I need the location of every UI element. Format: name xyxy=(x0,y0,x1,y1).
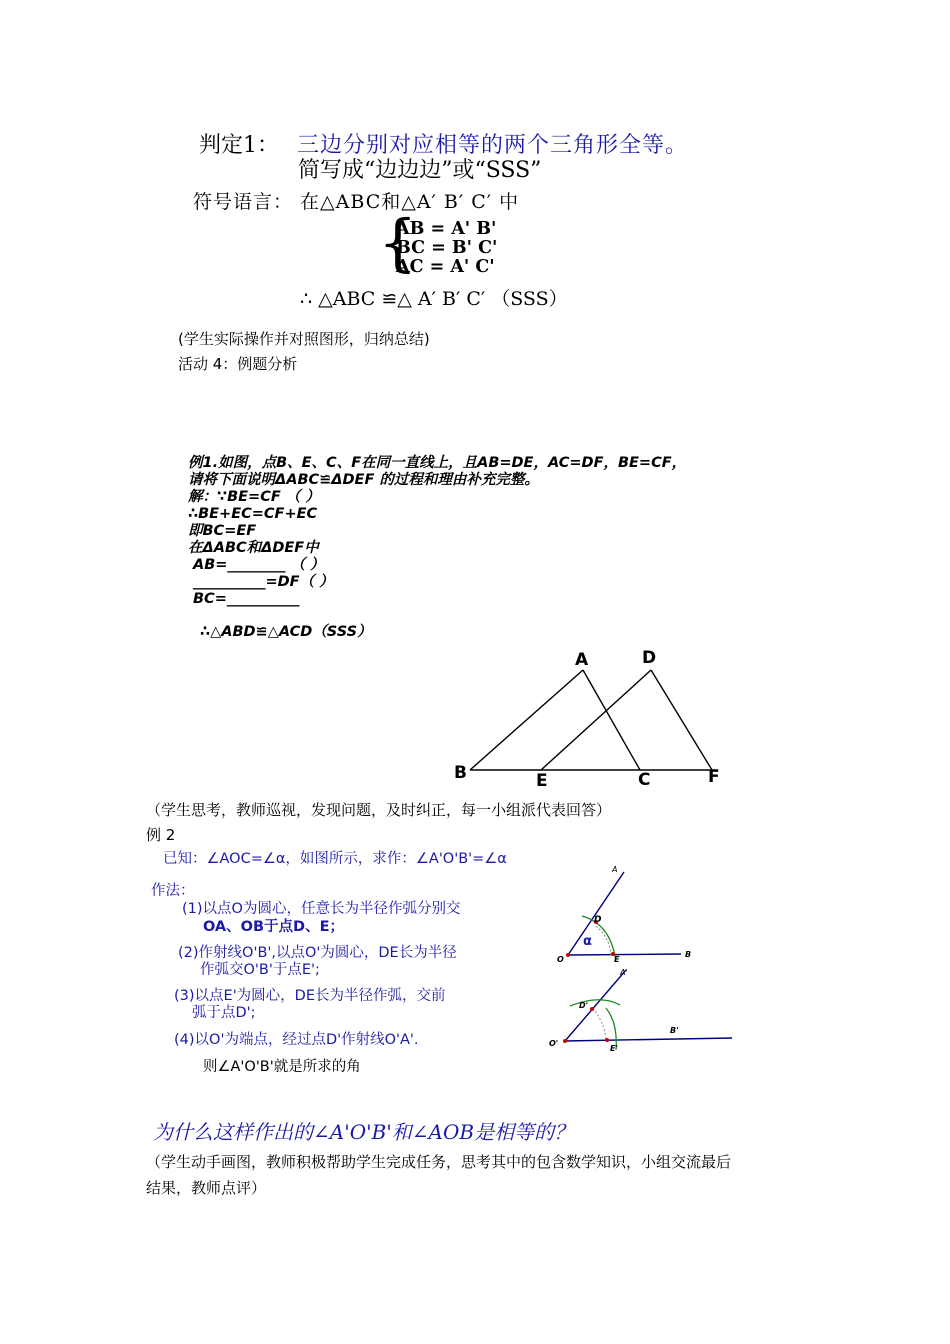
alpha-label: α xyxy=(583,934,592,949)
example2-given: 已知：∠AOC=∠α，如图所示，求作：∠A'O'B'=∠α xyxy=(163,851,507,867)
note-2: （学生思考，教师巡视，发现问题，及时纠正，每一小组派代表回答） xyxy=(146,801,612,819)
example1-line-5: 即BC=EF xyxy=(188,523,257,539)
point-d-prime xyxy=(590,1007,594,1011)
example2-title: 例 2 xyxy=(146,826,176,844)
label-b: B xyxy=(454,763,467,783)
label-b-prime: B' xyxy=(670,1026,679,1035)
point-o xyxy=(566,953,570,957)
label-a-prime: A' xyxy=(620,968,628,977)
label-c: C xyxy=(638,770,651,790)
segment-de xyxy=(541,670,651,770)
triangles-figure xyxy=(450,640,730,792)
point-o-prime xyxy=(563,1039,567,1043)
example1-line-7: AB=________ （ ） xyxy=(193,557,325,573)
symbolic-intro: 符号语言： 在△ABC和△A′ B′ C′ 中 xyxy=(193,191,520,213)
label-o-top: O xyxy=(557,955,564,964)
example2-result: 则∠A'O'B'就是所求的角 xyxy=(203,1059,361,1075)
step-3b: 弧于点D'; xyxy=(192,1005,256,1021)
symbolic-conclusion: ∴ △ABC ≌△ A′ B′ C′ （SSS） xyxy=(300,288,568,310)
note-3b: 结果，教师点评） xyxy=(146,1179,267,1197)
label-d: D xyxy=(642,648,657,668)
segment-df xyxy=(651,670,712,770)
system-brace: { xyxy=(378,206,418,279)
label-a-top: A xyxy=(612,865,618,874)
segment-ac xyxy=(583,670,640,770)
step-4: (4)以O'为端点，经过点D'作射线O'A'. xyxy=(174,1032,419,1048)
step-1a: (1)以点O为圆心，任意长为半径作弧分别交 xyxy=(182,901,461,917)
ray-ob xyxy=(568,954,681,955)
system-line-3: AC = A' C' xyxy=(396,257,495,277)
note-1: (学生实际操作并对照图形，归纳总结) xyxy=(178,330,430,348)
example1-line-10: ∴△ABD≌△ACD（SSS） xyxy=(200,624,372,640)
ray-o-b-prime xyxy=(565,1038,732,1041)
example1-line-6: 在ΔABC和ΔDEF中 xyxy=(188,540,319,556)
step-3a: (3)以点E'为圆心，DE长为半径作弧，交前 xyxy=(174,988,446,1004)
example1-line-4: ∴BE+EC=CF+EC xyxy=(188,506,318,522)
question: 为什么这样作出的∠A'O'B'和∠AOB是相等的？ xyxy=(153,1120,575,1144)
note-3a: （学生动手画图，教师积极帮助学生完成任务，思考其中的包含数学知识，小组交流最后 xyxy=(146,1153,732,1171)
label-d-prime: D' xyxy=(579,1001,589,1010)
ray-o-a-prime xyxy=(565,970,626,1041)
example1-line-9: BC=__________ xyxy=(193,591,300,607)
system-line-2: BC = B' C' xyxy=(396,238,498,258)
label-a: A xyxy=(575,650,589,670)
step-2a: (2)作射线O'B',以点O'为圆心，DE长为半径 xyxy=(178,945,457,961)
example1-line-1: 例1.如图，点B、E、C、F在同一直线上，且AB=DE，AC=DF，BE=CF， xyxy=(188,455,687,471)
example1-line-3: 解：∵BE=CF （ ） xyxy=(188,489,320,505)
point-e-prime xyxy=(605,1038,609,1042)
ray-oa xyxy=(568,872,624,955)
example1-line-8: __________=DF（ ） xyxy=(193,574,334,590)
label-e: E xyxy=(536,771,548,791)
example1-line-2: 请将下面说明ΔABC≌ΔDEF 的过程和理由补充完整。 xyxy=(188,472,539,488)
label-o-prime: O' xyxy=(549,1039,559,1048)
segment-ab xyxy=(470,670,583,770)
angle-construction-figure xyxy=(548,858,738,1058)
dashed-d-e-prime xyxy=(593,1008,606,1039)
activity-4: 活动 4：例题分析 xyxy=(178,355,298,373)
label-b-top: B xyxy=(685,950,692,959)
label-e-top: E xyxy=(614,955,620,964)
example2-method: 作法： xyxy=(151,883,195,899)
label-f: F xyxy=(708,767,720,787)
system-line-1: AB = A' B' xyxy=(396,219,497,239)
theorem-label: 判定1： xyxy=(199,133,279,158)
step-2b: 作弧交O'B'于点E'; xyxy=(200,962,320,978)
step-1b: OA、OB于点D、E； xyxy=(203,919,344,935)
theorem-statement: 三边分别对应相等的两个三角形全等。 xyxy=(297,133,689,158)
label-d-top: D xyxy=(594,915,602,925)
theorem-abbrev: 简写成“边边边”或“SSS” xyxy=(298,158,542,183)
label-e-prime: E' xyxy=(610,1044,618,1053)
